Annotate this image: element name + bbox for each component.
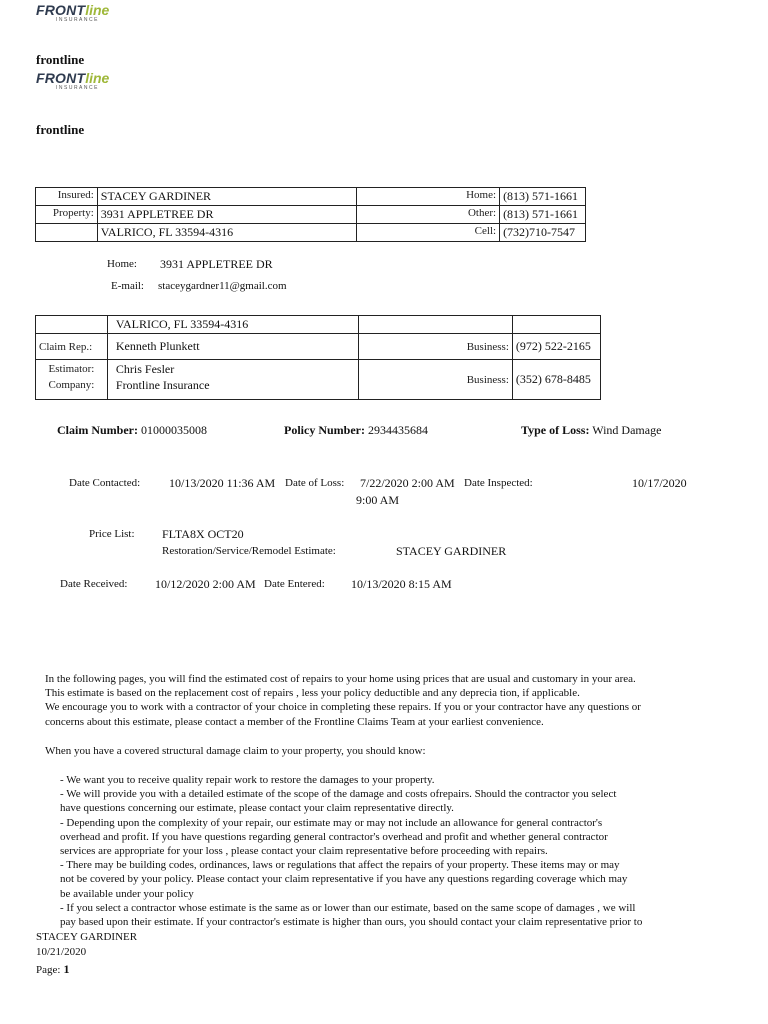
claim-number	[57, 423, 207, 438]
bullet-line: - We will provide you with a detailed estimate of the scope of the damage and costs ofrepairs. Should the contractor you select	[60, 788, 617, 801]
date-contacted-value: 10/13/2020 11:36 AM	[169, 476, 276, 490]
estimate-type: Restoration/Service/Remodel Estimate:	[162, 545, 336, 557]
logo-front-text: FRONT	[36, 70, 86, 86]
logo-line-text: line	[85, 2, 110, 18]
empty-cell	[36, 316, 108, 334]
type-of-loss-label: Type of Loss:	[521, 423, 590, 437]
empty-cell	[36, 224, 98, 242]
bullet-line: have questions concerning our estimate, please contact your claim representative directly.	[60, 802, 454, 815]
intro-paragraph	[45, 672, 705, 729]
footer-name: STACEY GARDINER	[36, 931, 138, 943]
type-of-loss	[521, 423, 661, 438]
contact-home-value: 3931 APPLETREE DR	[160, 257, 273, 271]
footer-date: 10/21/2020	[36, 946, 87, 958]
cell-phone-label: Cell:	[356, 224, 500, 242]
claim-rep-business-value: (972) 522-2165	[512, 334, 600, 360]
estimator-business-label: Business:	[359, 360, 513, 400]
empty-cell	[359, 316, 513, 334]
estimator-business-value: (352) 678-8485	[512, 360, 600, 400]
price-list-value: FLTA8X OCT20	[162, 527, 244, 541]
frontline-logo	[36, 70, 126, 96]
date-received-label: Date Received:	[60, 578, 128, 590]
property-line2: VALRICO, FL 33594-4316	[97, 224, 356, 242]
bullet-line: not be covered by your policy. Please contact your claim representative if you have any questions regarding coverage which may	[60, 873, 628, 886]
estimator-label: Estimator:	[48, 363, 95, 375]
price-list-label: Price List:	[89, 528, 135, 540]
intro-line: concerns about this estimate, please contact a member of the Frontline Claims Team at your earliest convenience.	[45, 715, 544, 728]
date-inspected-date: 10/17/2020	[632, 476, 687, 490]
bullet-line: pay based upon their estimate. If your contractor's estimate is higher than ours, you should contact your claim representative prior to	[60, 916, 643, 929]
contact-email-value: staceygardner11@gmail.com	[158, 280, 287, 292]
page-number: 1	[63, 962, 70, 976]
claim-rep-label: Claim Rep.:	[36, 334, 108, 360]
property-label: Property:	[36, 206, 98, 224]
contact-email-label: E-mail:	[111, 280, 144, 292]
logo-line-text: line	[85, 70, 110, 86]
claim-address: VALRICO, FL 33594-4316	[107, 316, 358, 334]
bullet-line: - There may be building codes, ordinances, laws or regulations that affect the repairs of your property. These items may or may	[60, 859, 620, 872]
date-of-loss-label: Date of Loss:	[285, 477, 345, 489]
date-inspected-time: 9:00 AM	[356, 493, 400, 507]
date-entered-label: Date Entered:	[264, 578, 325, 590]
date-of-loss-value: 7/22/2020 2:00 AM	[360, 476, 455, 490]
logo-sub-text: INSURANCE	[56, 17, 99, 23]
bullet-line: be available under your policy	[60, 887, 194, 900]
type-of-loss-value: Wind Damage	[592, 423, 662, 437]
estimate-name: STACEY GARDINER	[396, 544, 507, 558]
company-name: frontline	[36, 52, 85, 67]
claim-rep-business-label: Business:	[359, 334, 513, 360]
logo-sub-text: INSURANCE	[56, 85, 99, 91]
bullet-line: services are appropriate for your loss , please contact your claim representative before proceeding with repairs.	[60, 845, 548, 858]
estimator-value: Chris Fesler	[115, 362, 175, 376]
claim-number-label: Claim Number:	[57, 423, 138, 437]
date-entered-value: 10/13/2020 8:15 AM	[351, 577, 452, 591]
company-label: Company:	[48, 379, 95, 391]
bullet-list	[60, 773, 710, 929]
company-name: frontline	[36, 122, 85, 137]
covered-claim-heading: When you have a covered structural damage claim to your property, you should know:	[45, 745, 426, 757]
date-inspected-label: Date Inspected:	[464, 477, 533, 489]
cell-phone-value: (732)710-7547	[500, 224, 586, 242]
policy-number	[284, 423, 428, 438]
policy-number-label: Policy Number:	[284, 423, 365, 437]
insured-table	[35, 187, 586, 242]
page-label: Page:	[36, 964, 61, 976]
claim-rep-table	[35, 315, 601, 400]
logo-front-text: FRONT	[36, 2, 86, 18]
bullet-line: - If you select a contractor whose estimate is the same as or lower than our estimate, based on the same scope of damages , we will	[60, 901, 636, 914]
home-phone-value: (813) 571-1661	[500, 188, 586, 206]
footer-page	[36, 962, 69, 977]
insured-label: Insured:	[36, 188, 98, 206]
other-phone-value: (813) 571-1661	[500, 206, 586, 224]
property-line1: 3931 APPLETREE DR	[97, 206, 356, 224]
bullet-line: - We want you to receive quality repair work to restore the damages to your property.	[60, 774, 435, 786]
contact-home-label: Home:	[107, 258, 137, 270]
company-value: Frontline Insurance	[115, 378, 210, 392]
intro-line: This estimate is based on the replacement cost of repairs , less your policy deductible and any deprecia tion, if applicable.	[45, 687, 580, 700]
bullet-line: - Depending upon the complexity of your repair, our estimate may or may not include an allowance for general contractor's	[60, 816, 603, 829]
empty-cell	[512, 316, 600, 334]
home-phone-label: Home:	[356, 188, 500, 206]
insured-value: STACEY GARDINER	[97, 188, 356, 206]
estimator-company-values	[107, 360, 358, 400]
intro-line: In the following pages, you will find the estimated cost of repairs to your home using prices that are usual and customary in your area.	[45, 673, 636, 685]
intro-line: We encourage you to work with a contractor of your choice in completing these repairs. If you or your contractor have any questions or	[45, 701, 641, 714]
frontline-logo	[36, 2, 126, 28]
claim-rep-value: Kenneth Plunkett	[107, 334, 358, 360]
policy-number-value: 2934435684	[367, 423, 428, 437]
other-phone-label: Other:	[356, 206, 500, 224]
date-contacted-label: Date Contacted:	[69, 477, 141, 489]
date-received-value: 10/12/2020 2:00 AM	[155, 577, 256, 591]
estimator-company-labels	[36, 360, 108, 400]
claim-number-value: 01000035008	[141, 423, 207, 437]
bullet-line: overhead and profit. If you have questions regarding general contractor's overhead and profit and whether general contractor	[60, 830, 608, 843]
